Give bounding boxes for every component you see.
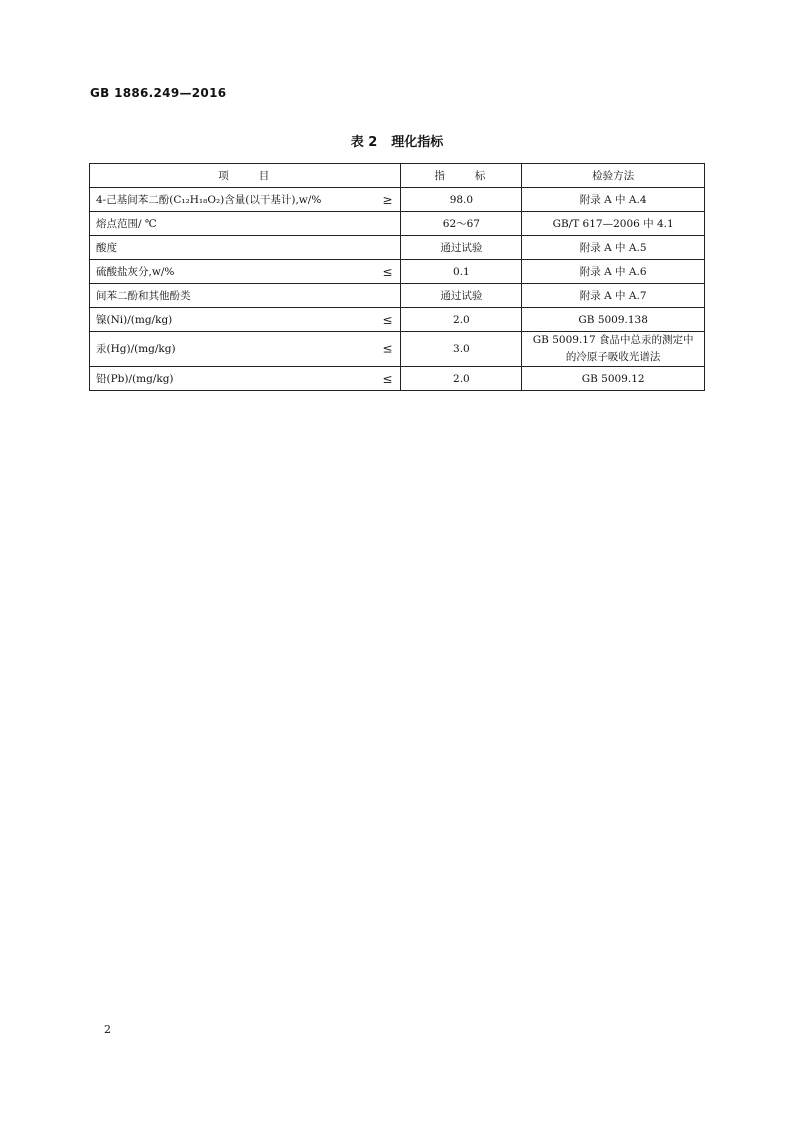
item-label: 酸度 xyxy=(96,242,117,254)
item-cell xyxy=(90,212,401,236)
comparison-operator: ≤ xyxy=(382,371,393,386)
item-label: 铅(Pb)/(mg/kg) xyxy=(96,373,174,385)
item-cell xyxy=(90,308,401,332)
item-cell xyxy=(90,367,401,391)
page-number: 2 xyxy=(104,1023,111,1036)
method-cell: GB 5009.17 食品中总汞的测定中的冷原子吸收光谱法 xyxy=(522,332,705,367)
column-header-method: 检验方法 xyxy=(522,164,705,188)
table-row xyxy=(90,188,705,212)
indicator-cell: 2.0 xyxy=(401,308,522,332)
item-label: 硫酸盐灰分,w/% xyxy=(96,266,175,278)
method-cell: 附录 A 中 A.4 xyxy=(522,188,705,212)
table-row xyxy=(90,308,705,332)
table-caption xyxy=(0,131,794,150)
indicator-cell: 98.0 xyxy=(401,188,522,212)
table-header-row xyxy=(90,164,705,188)
physicochemical-indicators-table xyxy=(89,163,705,391)
comparison-operator: ≤ xyxy=(382,341,393,356)
item-label: 熔点范围/ ℃ xyxy=(96,218,157,230)
comparison-operator: ≤ xyxy=(382,312,393,327)
item-label: 4-己基间苯二酚(C₁₂H₁₈O₂)含量(以干基计),w/% xyxy=(96,194,322,206)
item-cell xyxy=(90,260,401,284)
item-cell xyxy=(90,188,401,212)
table-caption-number: 表 2 xyxy=(350,135,378,150)
item-cell xyxy=(90,236,401,260)
indicator-cell: 2.0 xyxy=(401,367,522,391)
column-header-indicator: 指 标 xyxy=(401,164,522,188)
standard-code: GB 1886.249—2016 xyxy=(90,86,227,100)
column-header-item: 项 目 xyxy=(90,164,401,188)
comparison-operator: ≤ xyxy=(382,264,393,279)
indicator-cell: 3.0 xyxy=(401,332,522,367)
method-cell: 附录 A 中 A.5 xyxy=(522,236,705,260)
indicator-cell: 0.1 xyxy=(401,260,522,284)
item-cell xyxy=(90,332,401,367)
indicator-cell: 62～67 xyxy=(401,212,522,236)
comparison-operator: ≥ xyxy=(382,192,393,207)
method-cell: GB/T 617—2006 中 4.1 xyxy=(522,212,705,236)
table-row xyxy=(90,367,705,391)
method-cell: GB 5009.138 xyxy=(522,308,705,332)
table-row xyxy=(90,236,705,260)
table-row xyxy=(90,212,705,236)
method-cell: 附录 A 中 A.7 xyxy=(522,284,705,308)
item-label: 间苯二酚和其他酚类 xyxy=(96,290,191,302)
indicator-cell: 通过试验 xyxy=(401,284,522,308)
item-label: 汞(Hg)/(mg/kg) xyxy=(96,342,176,355)
table-row xyxy=(90,284,705,308)
item-cell xyxy=(90,284,401,308)
table-caption-title: 理化指标 xyxy=(391,135,444,150)
indicator-cell: 通过试验 xyxy=(401,236,522,260)
method-cell: GB 5009.12 xyxy=(522,367,705,391)
method-cell: 附录 A 中 A.6 xyxy=(522,260,705,284)
table-row xyxy=(90,332,705,367)
table-row xyxy=(90,260,705,284)
item-label: 镍(Ni)/(mg/kg) xyxy=(96,314,173,326)
